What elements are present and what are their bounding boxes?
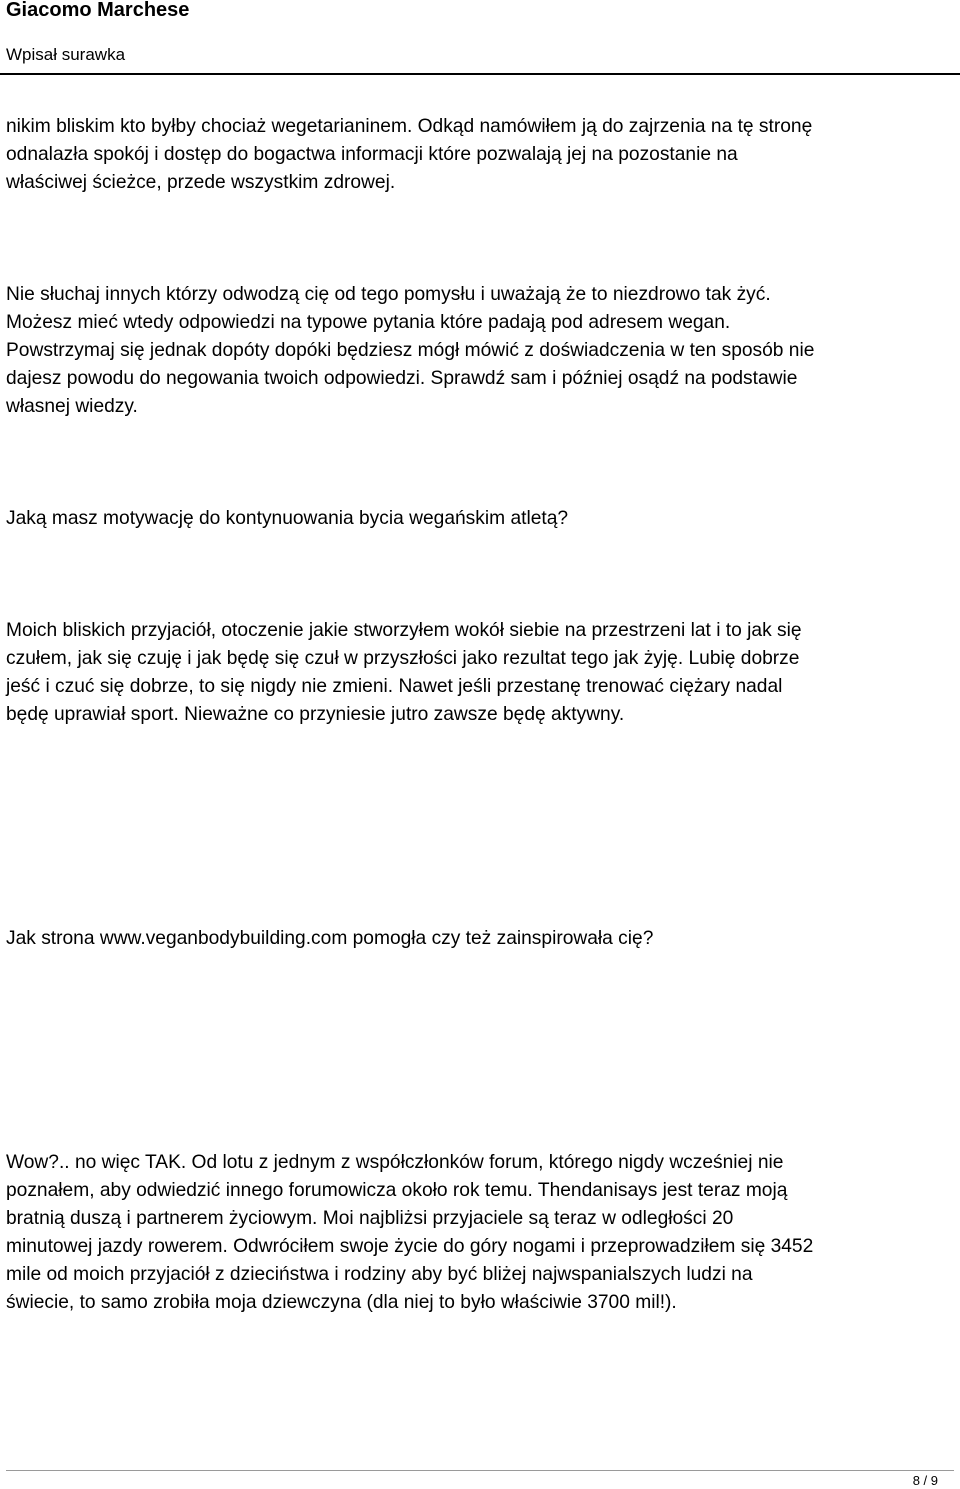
paragraph-1 xyxy=(6,113,956,197)
question-motivation xyxy=(6,505,956,533)
page-number: 8 / 9 xyxy=(912,1473,938,1488)
text-line: bratnią duszą i partnerem życiowym. Moi najbliżsi przyjaciele są teraz w odległości 20 xyxy=(6,1208,734,1229)
text-line: Możesz mieć wtedy odpowiedzi na typowe pytania które padają pod adresem wegan. xyxy=(6,312,731,333)
answer-motivation xyxy=(6,617,956,729)
text-line: będę uprawiał sport. Nieważne co przyniesie jutro zawsze będę aktywny. xyxy=(6,704,625,725)
text-line: Jak strona www.veganbodybuilding.com pomogła czy też zainspirowała cię? xyxy=(6,928,654,949)
text-line: mile od moich przyjaciół z dzieciństwa i rodziny aby być bliżej najwspanialszych ludzi na xyxy=(6,1264,753,1285)
text-line: właściwej ścieżce, przede wszystkim zdrowej. xyxy=(6,172,396,193)
text-line: Nie słuchaj innych którzy odwodzą cię od tego pomysłu i uważają że to niezdrowo tak żyć. xyxy=(6,284,771,305)
text-line: odnalazła spokój i dostęp do bogactwa informacji które pozwalają jej na pozostanie na xyxy=(6,144,738,165)
posted-by-label: Wpisał surawka xyxy=(6,45,126,64)
text-line: nikim bliskim kto byłby chociaż wegetarianinem. Odkąd namówiłem ją do zajrzenia na tę stronę xyxy=(6,116,813,137)
text-line: Jaką masz motywację do kontynuowania bycia wegańskim atletą? xyxy=(6,508,569,529)
document-header xyxy=(0,0,960,76)
question-website xyxy=(6,925,956,953)
text-line: poznałem, aby odwiedzić innego forumowicza około rok temu. Thendanisays jest teraz moją xyxy=(6,1180,788,1201)
text-line: jeść i czuć się dobrze, to się nigdy nie zmieni. Nawet jeśli przestanę trenować ciężary nadal xyxy=(6,676,783,697)
paragraph-2 xyxy=(6,281,956,421)
text-line: Moich bliskich przyjaciół, otoczenie jakie stworzyłem wokół siebie na przestrzeni lat i to jak się xyxy=(6,620,802,641)
author-name: Giacomo Marchese xyxy=(6,0,190,21)
header-divider xyxy=(0,73,960,75)
text-line: minutowej jazdy rowerem. Odwróciłem swoje życie do góry nogami i przeprowadziłem się 3452 xyxy=(6,1236,814,1257)
footer-divider xyxy=(6,1470,954,1471)
text-line: dajesz powodu do negowania twoich odpowiedzi. Sprawdź sam i później osądź na podstawie xyxy=(6,368,798,389)
text-line: czułem, jak się czuję i jak będę się czuł w przyszłości jako rezultat tego jak żyję. Lubię dobrze xyxy=(6,648,800,669)
text-line: Powstrzymaj się jednak dopóty dopóki będziesz mógł mówić z doświadczenia w ten sposób nie xyxy=(6,340,815,361)
text-line: Wow?.. no więc TAK. Od lotu z jednym z współczłonków forum, którego nigdy wcześniej nie xyxy=(6,1152,784,1173)
answer-website xyxy=(6,1149,956,1317)
text-line: własnej wiedzy. xyxy=(6,396,138,417)
text-line: świecie, to samo zrobiła moja dziewczyna (dla niej to było właściwie 3700 mil!). xyxy=(6,1292,677,1313)
